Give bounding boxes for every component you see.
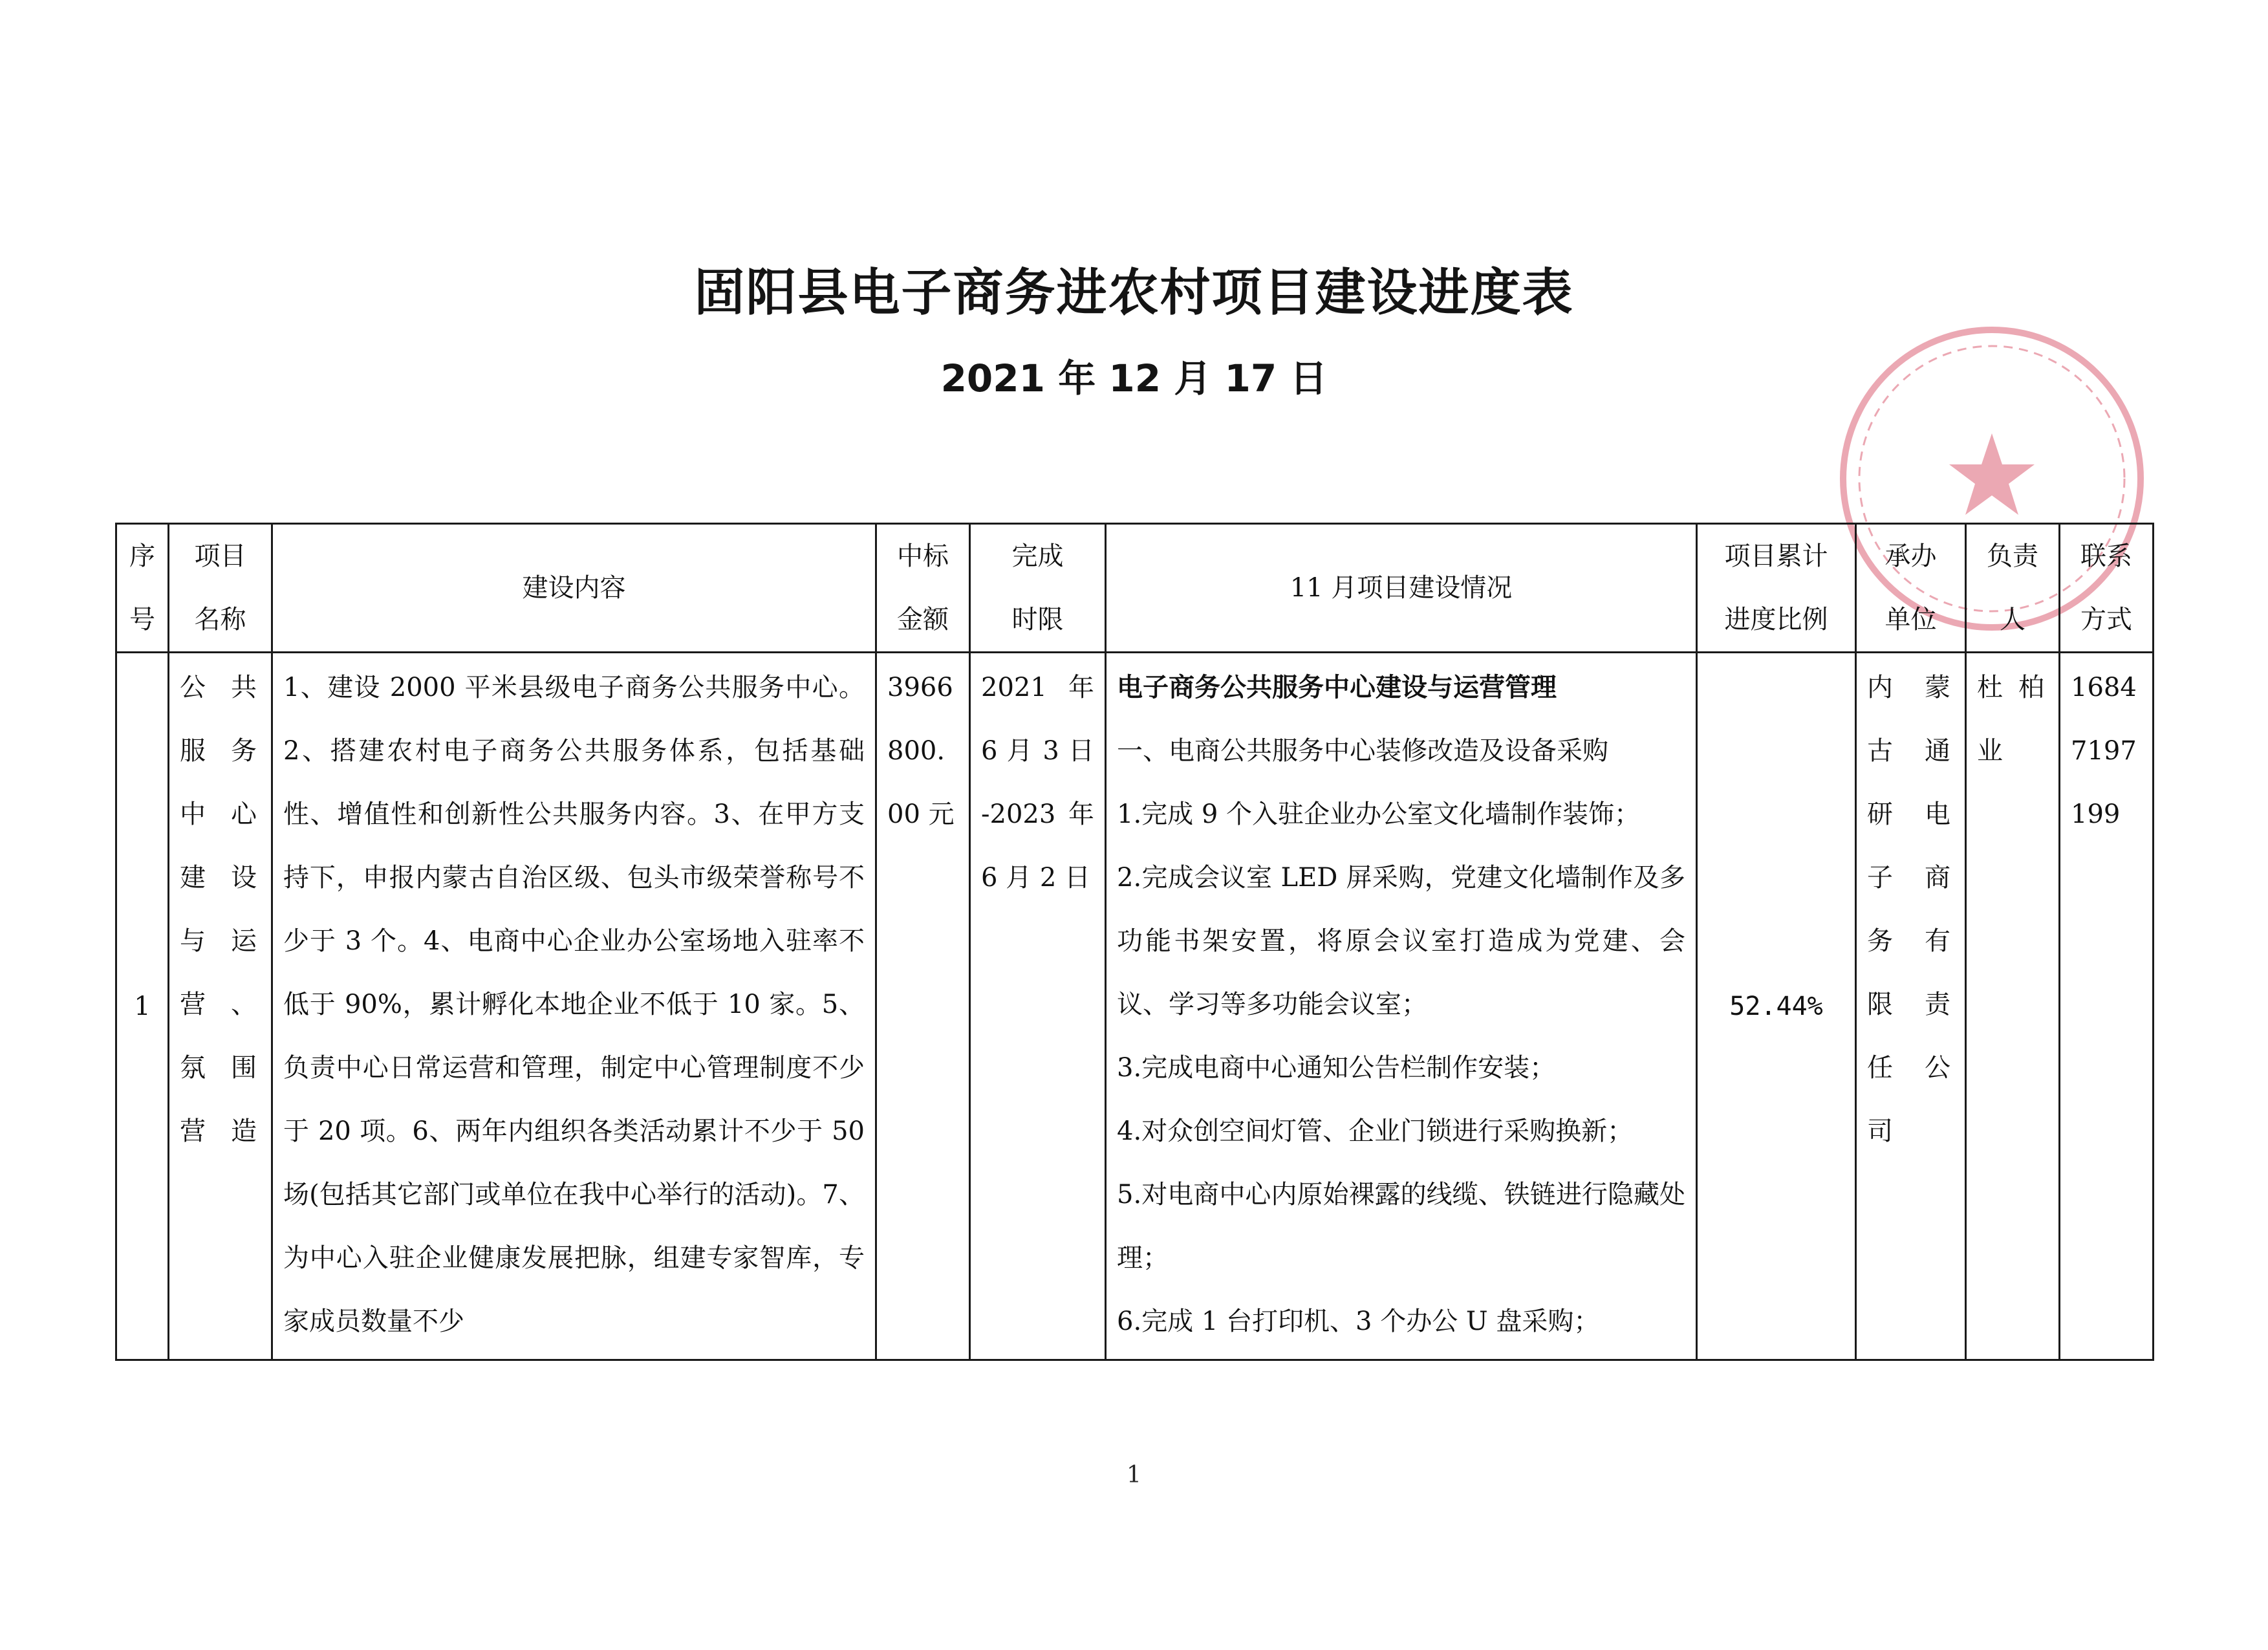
row-progress-ratio: 52.44% — [1697, 653, 1856, 1360]
header-contact: 联系 方式 — [2060, 524, 2154, 653]
row-project-name: 公共服务中心建设与运营、氛围营造 — [169, 653, 272, 1360]
page-number: 1 — [1127, 1462, 1141, 1488]
header-person: 负责 人 — [1966, 524, 2060, 653]
row-responsible-person: 杜柏业 — [1966, 653, 2060, 1360]
status-item: 1.完成 9 个入驻企业办公室文化墙制作装饰； — [1117, 799, 1641, 829]
row-contact: 16847197199 — [2060, 653, 2154, 1360]
header-amount: 中标 金额 — [876, 524, 970, 653]
row-seq: 1 — [116, 653, 169, 1360]
status-item: 2.完成会议室 LED 屏采购，党建文化墙制作及多功能书架安置，将原会议室打造成为党建、会议、学习等多功能会议室； — [1117, 863, 1685, 1019]
page-title: 固阳县电子商务进农村项目建设进度表 — [694, 264, 1574, 322]
status-item: 3.完成电商中心通知公告栏制作安装； — [1117, 1053, 1556, 1083]
status-item: 6.完成 1 台打印机、3 个办公 U 盘采购； — [1117, 1307, 1600, 1336]
report-date: 2021 年 12 月 17 日 — [940, 356, 1328, 400]
table-row — [116, 653, 2154, 1360]
status-heading: 电子商务公共服务中心建设与运营管理 — [1117, 672, 1557, 702]
header-seq: 序 号 — [116, 524, 169, 653]
status-item: 5.对电商中心内原始裸露的线缆、铁链进行隐藏处理； — [1117, 1180, 1685, 1273]
header-status: 11 月项目建设情况 — [1106, 524, 1697, 653]
row-undertaking-unit: 内蒙古通研电子商务有限责任公司 — [1856, 653, 1966, 1360]
row-amount: 3966800.00 元 — [876, 653, 970, 1360]
status-item: 4.对众创空间灯管、企业门锁进行采购换新； — [1117, 1116, 1634, 1146]
table-header-row — [116, 524, 2154, 653]
progress-table — [115, 523, 2154, 1361]
header-unit: 承办 单位 — [1856, 524, 1966, 653]
header-name: 项目 名称 — [169, 524, 272, 653]
row-status — [1106, 653, 1697, 1360]
row-deadline: 2021 年 6 月 3 日 -2023 年 6 月 2 日 — [970, 653, 1106, 1360]
row-content: 1、建设 2000 平米县级电子商务公共服务中心。2、搭建农村电子商务公共服务体系，包括基础性、增值性和创新性公共服务内容。3、在甲方支持下，申报内蒙古自治区级、包头市级荣誉称号不少于 3 个。4、电商中心企业办公室场地入驻率不低于 90%，累计孵化本地企业不低于 10 家。5、负责中心日常运营和管理，制定中心管理制度不少于 20 项。6、两年内组织各类活动累计不少于 50 场(包括其它部门或单位在我中心举行的活动)。7、为中心入驻企业健康发展把脉，组建专家智库，专家成员数量不少 — [272, 653, 876, 1360]
status-subheading: 一、电商公共服务中心装修改造及设备采购 — [1117, 736, 1608, 766]
header-deadline: 完成 时限 — [970, 524, 1106, 653]
header-ratio: 项目累计 进度比例 — [1697, 524, 1856, 653]
header-content: 建设内容 — [272, 524, 876, 653]
